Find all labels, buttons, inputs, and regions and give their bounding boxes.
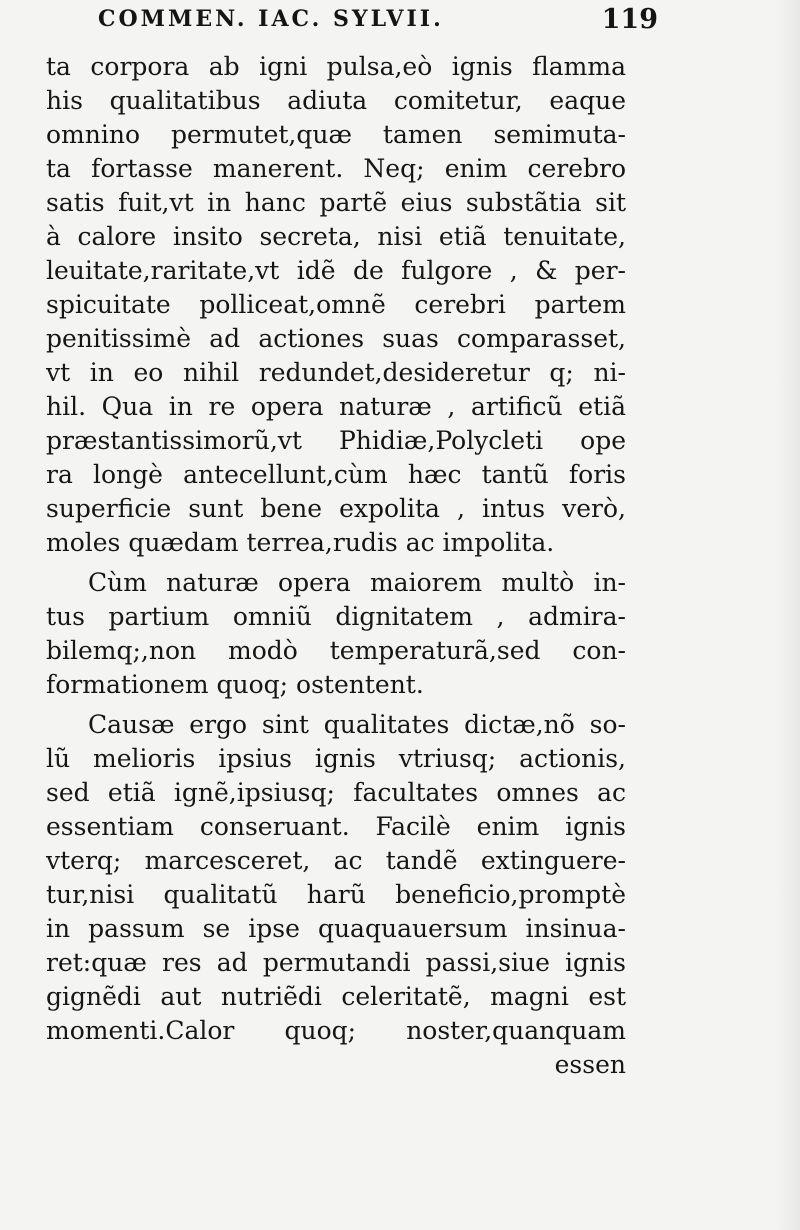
text-line: gignẽdi aut nutriẽdi celeritatẽ, magni est [46, 982, 626, 1011]
text-line: spicuitate polliceat,omnẽ cerebri partem [46, 290, 626, 319]
text-line: præstantissimorũ,vt Phidiæ,Polycleti ope [46, 426, 626, 455]
text-line: vt in eo nihil redundet,desideretur q; ni- [46, 358, 626, 387]
text-line: tus partium omniũ dignitatem , admira- [46, 602, 626, 631]
text-line: his qualitatibus adiuta comitetur, eaque [46, 86, 626, 115]
text-line: ra longè antecellunt,cùm hæc tantũ foris [46, 460, 626, 489]
body-text [46, 50, 626, 1082]
text-line: omnino permutet,quæ tamen semimuta- [46, 120, 626, 149]
text-line: lũ melioris ipsius ignis vtriusq; actionis, [46, 744, 626, 773]
text-line: in passum se ipse quaquauersum insinua- [46, 914, 626, 943]
paragraph-first-line: Cùm naturæ opera maiorem multò in- [88, 568, 626, 597]
text-line: moles quædam terrea,rudis ac impolita. [46, 528, 555, 557]
text-line: satis fuit,vt in hanc partẽ eius substãtia sit [46, 188, 626, 217]
text-line: ret:quæ res ad permutandi passi,siue ignis [46, 948, 626, 977]
text-line: ta corpora ab igni pulsa,eò ignis flamma [46, 52, 626, 81]
running-title: COMMEN. IAC. SYLVII. [98, 6, 444, 32]
page-number: 119 [601, 4, 658, 35]
text-line: bilemq;,non modò temperaturã,sed con- [46, 636, 626, 665]
text-line: essentiam conseruant. Facilè enim ignis [46, 812, 626, 841]
running-header [98, 4, 658, 44]
paragraph-first-line: Causæ ergo sint qualitates dictæ,nõ so- [88, 710, 626, 739]
text-line: ta fortasse manerent. Neq; enim cerebro [46, 154, 626, 183]
text-line: leuitate,raritate,vt idẽ de fulgore , & per- [46, 256, 626, 285]
page-edge-shadow [776, 0, 800, 1230]
text-line: sed etiã ignẽ,ipsiusq; facultates omnes ac [46, 778, 626, 807]
text-line: hil. Qua in re opera naturæ , artificũ etiã [46, 392, 626, 421]
text-line: tur,nisi qualitatũ harũ beneficio,promptè [46, 880, 626, 909]
text-line: formationem quoq; ostentent. [46, 670, 424, 699]
text-line: superficie sunt bene expolita , intus verò, [46, 494, 626, 523]
text-line: vterq; marcesceret, ac tandẽ extinguere- [46, 846, 626, 875]
text-line: momenti.Calor quoq; noster,quanquam [46, 1016, 626, 1045]
catchword: essen [554, 1050, 626, 1079]
text-line: à calore insito secreta, nisi etiã tenuitate, [46, 222, 626, 251]
text-line: penitissimè ad actiones suas comparasset, [46, 324, 626, 353]
